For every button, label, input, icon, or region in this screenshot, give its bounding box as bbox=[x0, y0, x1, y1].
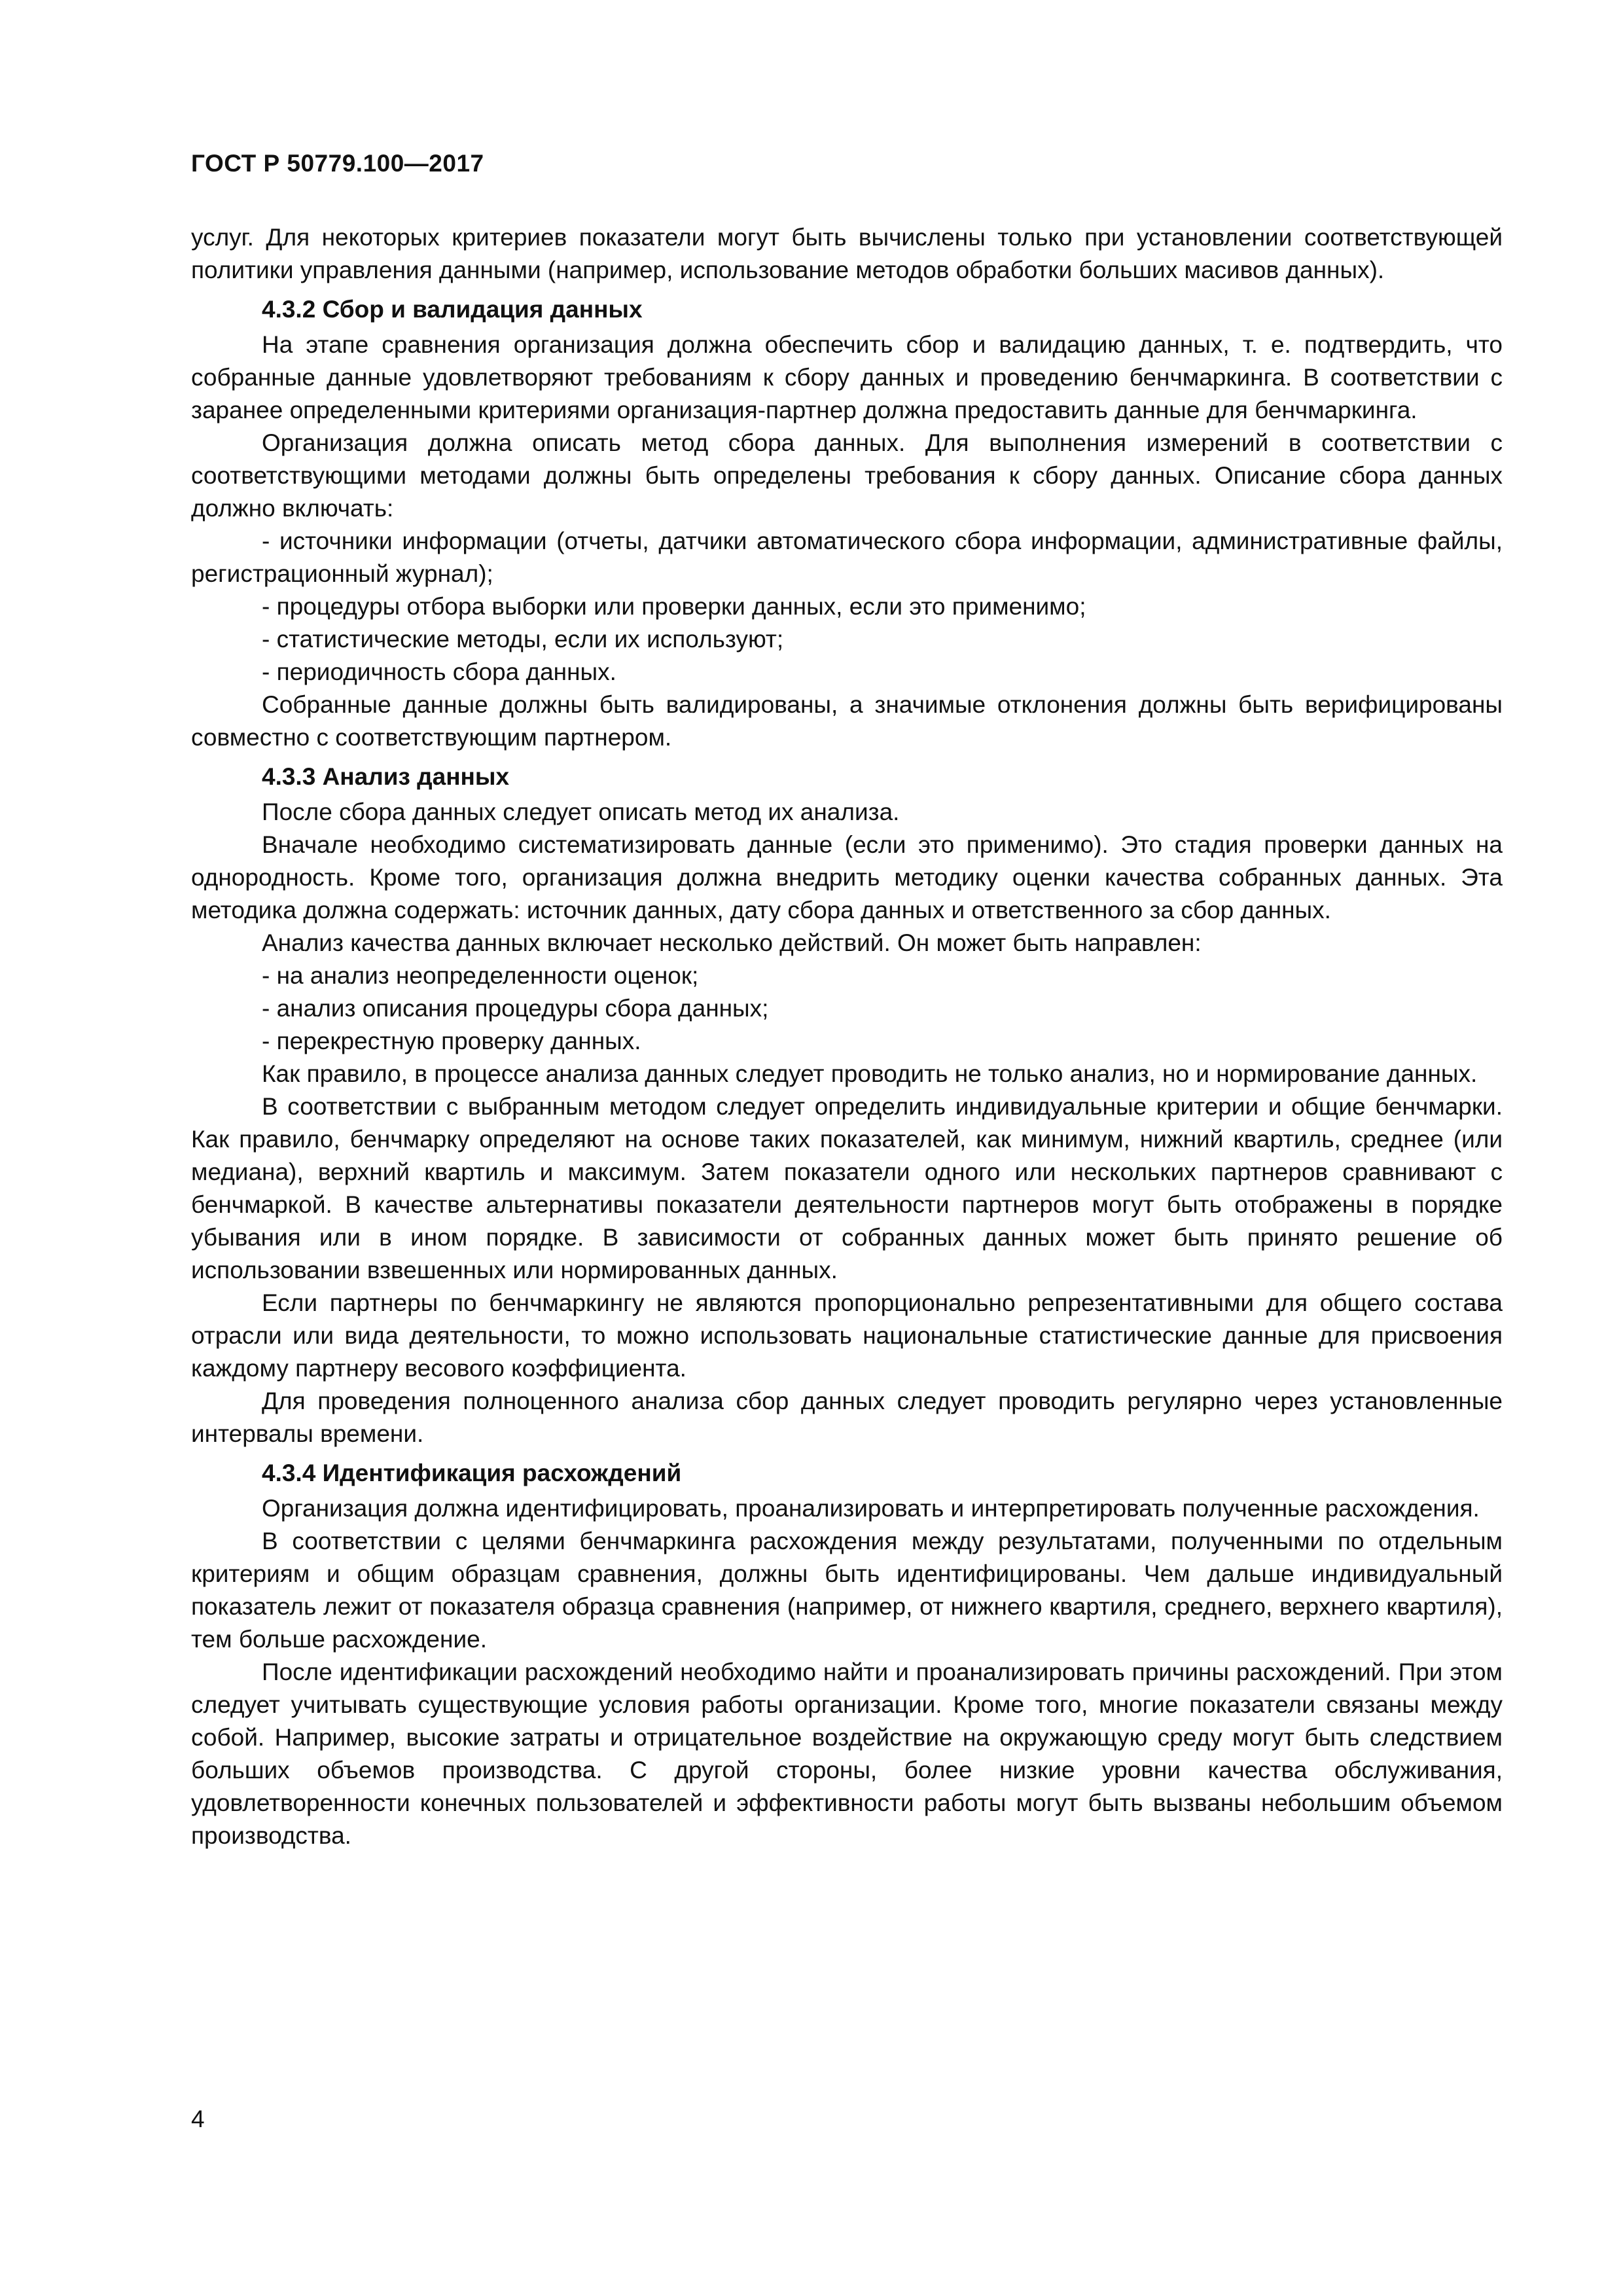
paragraph: Организация должна описать метод сбора данных. Для выполнения измерений в соответствии с соответствующими методами должны быть определены требования к сбору данных. Описание сбора данных должно включать: bbox=[191, 429, 1503, 522]
page-number: 4 bbox=[191, 2106, 205, 2132]
list-item: - периодичность сбора данных. bbox=[262, 658, 616, 685]
paragraph: После идентификации расхождений необходимо найти и проанализировать причины расхождений. При этом следует учитывать существующие условия работы организации. Кроме того, многие показатели связаны между собой. Например, высокие затраты и отрицательное воздействие на окружающую среду могут быть следствием больших объемов производства. С другой стороны, более низкие уровни качества обслуживания, удовлетворенности конечных пользователей и эффективности работы могут быть вызваны небольшим объемом производства. bbox=[191, 1659, 1503, 1849]
paragraph: Анализ качества данных включает несколько действий. Он может быть направлен: bbox=[262, 929, 1202, 956]
section-heading-4-3-2: 4.3.2 Сбор и валидация данных bbox=[262, 296, 643, 323]
document-body bbox=[191, 221, 1503, 1852]
paragraph: В соответствии с выбранным методом следует определить индивидуальные критерии и общие бенчмарки. Как правило, бенчмарку определяют на основе таких показателей, как минимум, нижний квартиль, среднее (или медиана), верхний квартиль и максимум. Затем показатели одного или нескольких партнеров сравнивают с бенчмаркой. В качестве альтернативы показатели деятельности партнеров могут быть отображены в порядке убывания или в ином порядке. В зависимости от собранных данных может быть принято решение об использовании взвешенных или нормированных данных. bbox=[191, 1093, 1503, 1283]
paragraph-intro: услуг. Для некоторых критериев показатели могут быть вычислены только при установлении соответствующей политики управления данными (например, использование методов обработки больших масивов данных). bbox=[191, 224, 1503, 283]
paragraph: В соответствии с целями бенчмаркинга расхождения между результатами, полученными по отдельным критериям и общим образцам сравнения, должны быть идентифицированы. Чем дальше индивидуальный показатель лежит от показателя образца сравнения (например, от нижнего квартиля, среднего, верхнего квартиля), тем больше расхождение. bbox=[191, 1528, 1503, 1653]
section-heading-4-3-4: 4.3.4 Идентификация расхождений bbox=[262, 1460, 682, 1486]
paragraph: Собранные данные должны быть валидированы, а значимые отклонения должны быть верифицированы совместно с соответствующим партнером. bbox=[191, 691, 1503, 751]
list-item: - статистические методы, если их используют; bbox=[262, 626, 784, 653]
list-item: - анализ описания процедуры сбора данных; bbox=[262, 995, 769, 1022]
paragraph: Если партнеры по бенчмаркингу не являются пропорционально репрезентативными для общего состава отрасли или вида деятельности, то можно использовать национальные статистические данные для присвоения каждому партнеру весового коэффициента. bbox=[191, 1289, 1503, 1382]
document-code-header: ГОСТ Р 50779.100—2017 bbox=[191, 150, 484, 177]
list-item: - процедуры отбора выборки или проверки данных, если это применимо; bbox=[262, 593, 1086, 620]
list-item: - перекрестную проверку данных. bbox=[262, 1028, 641, 1054]
document-page bbox=[191, 148, 1503, 1852]
paragraph: На этапе сравнения организация должна обеспечить сбор и валидацию данных, т. е. подтвердить, что собранные данные удовлетворяют требованиям к сбору данных и проведению бенчмаркинга. В соответствии с заранее определенными критериями организация-партнер должна предоставить данные для бенчмаркинга. bbox=[191, 331, 1503, 423]
paragraph: Как правило, в процессе анализа данных следует проводить не только анализ, но и нормирование данных. bbox=[262, 1060, 1478, 1087]
list-item: - источники информации (отчеты, датчики автоматического сбора информации, административные файлы, регистрационный журнал); bbox=[191, 528, 1503, 587]
paragraph: Организация должна идентифицировать, проанализировать и интерпретировать полученные расхождения. bbox=[262, 1495, 1480, 1522]
paragraph: Вначале необходимо систематизировать данные (если это применимо). Это стадия проверки данных на однородность. Кроме того, организация должна внедрить методику оценки качества собранных данных. Эта методика должна содержать: источник данных, дату сбора данных и ответственного за сбор данных. bbox=[191, 831, 1503, 924]
paragraph: После сбора данных следует описать метод их анализа. bbox=[262, 798, 900, 825]
list-item: - на анализ неопределенности оценок; bbox=[262, 962, 699, 989]
section-heading-4-3-3: 4.3.3 Анализ данных bbox=[262, 763, 510, 790]
paragraph: Для проведения полноценного анализа сбор данных следует проводить регулярно через установленные интервалы времени. bbox=[191, 1388, 1503, 1447]
